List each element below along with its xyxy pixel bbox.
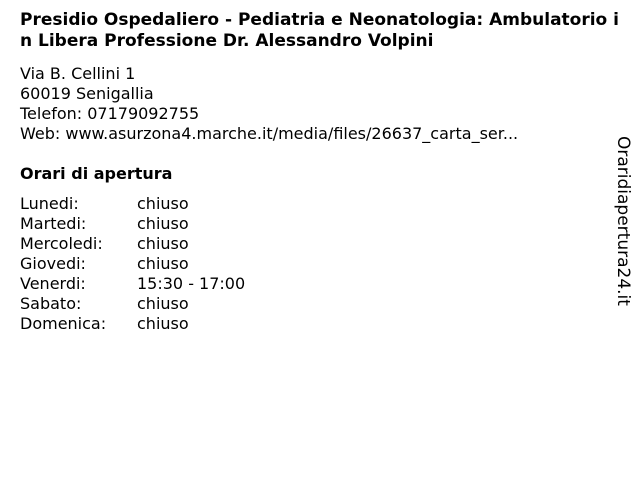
street-address: Via B. Cellini 1 bbox=[20, 64, 136, 83]
city-address: 60019 Senigallia bbox=[20, 84, 154, 103]
day-label: Venerdi: bbox=[20, 274, 86, 293]
day-label: Sabato: bbox=[20, 294, 82, 313]
day-label: Martedi: bbox=[20, 214, 87, 233]
time-value: chiuso bbox=[137, 314, 189, 333]
day-label: Giovedi: bbox=[20, 254, 86, 273]
day-label: Lunedi: bbox=[20, 194, 79, 213]
website-link[interactable]: Web: www.asurzona4.marche.it/media/files/26637_carta_ser... bbox=[20, 124, 519, 143]
page-title: Presidio Ospedaliero - Pediatria e Neonatologia: Ambulatorio in Libera Professione Dr. Alessandro Volpini bbox=[20, 10, 619, 51]
hours-row-monday bbox=[20, 194, 245, 214]
time-value: chiuso bbox=[137, 234, 189, 253]
time-value: 15:30 - 17:00 bbox=[137, 274, 246, 293]
day-label: Domenica: bbox=[20, 314, 107, 333]
hours-row-thursday bbox=[20, 254, 245, 274]
hours-row-friday bbox=[20, 274, 245, 294]
address-block bbox=[20, 64, 600, 144]
opening-hours-heading: Orari di apertura bbox=[20, 164, 173, 183]
time-value: chiuso bbox=[137, 254, 189, 273]
time-value: chiuso bbox=[137, 214, 189, 233]
time-value: chiuso bbox=[137, 194, 189, 213]
day-label: Mercoledi: bbox=[20, 234, 103, 253]
hours-row-saturday bbox=[20, 294, 245, 314]
opening-hours-list bbox=[20, 194, 245, 334]
site-brand-vertical: Oraridiapertura24.it bbox=[613, 136, 633, 306]
phone-number: Telefon: 07179092755 bbox=[20, 104, 200, 123]
hours-row-tuesday bbox=[20, 214, 245, 234]
hours-row-wednesday bbox=[20, 234, 245, 254]
time-value: chiuso bbox=[137, 294, 189, 313]
hours-row-sunday bbox=[20, 314, 245, 334]
